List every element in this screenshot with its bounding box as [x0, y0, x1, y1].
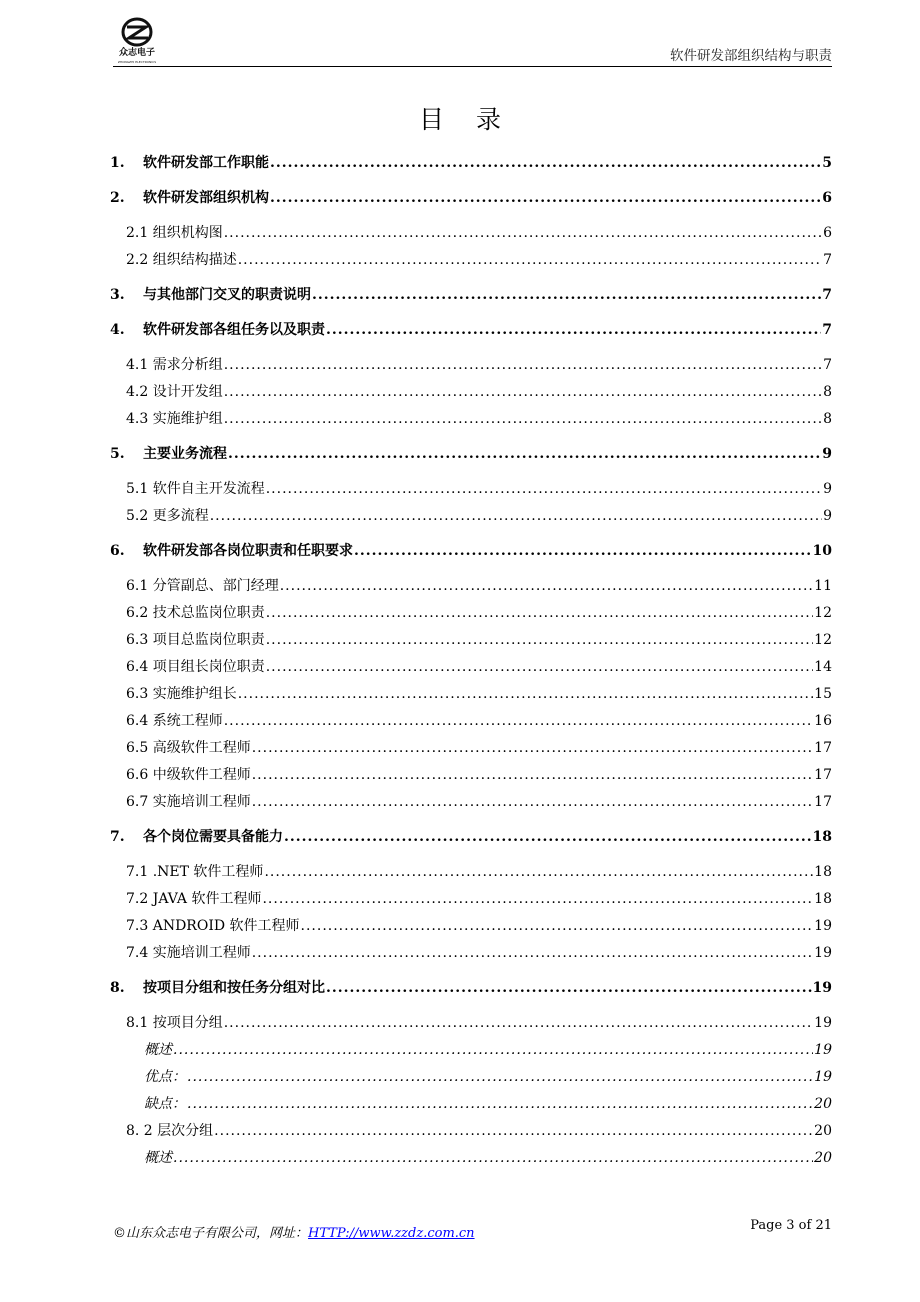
toc-entry[interactable]	[110, 220, 832, 247]
toc-leader-dots	[266, 654, 813, 681]
toc-entry-title: 概述	[144, 1150, 172, 1166]
toc-entry-page: 19	[814, 1015, 832, 1031]
toc-entry-page: 6	[823, 225, 832, 241]
toc-entry-page: 16	[814, 713, 832, 729]
toc-leader-dots	[238, 681, 813, 708]
toc-entry-page: 15	[814, 686, 832, 702]
toc-entry-title: 7.3 ANDROID 软件工程师	[126, 918, 300, 934]
toc-entry-title: 主要业务流程	[143, 446, 227, 462]
toc-entry-number: 2.	[110, 190, 125, 206]
toc-entry[interactable]	[110, 282, 832, 309]
toc-leader-dots	[252, 735, 813, 762]
toc-entry-title: 4.1 需求分析组	[126, 357, 223, 373]
footer-company	[113, 1222, 475, 1241]
toc-entry[interactable]	[110, 600, 832, 627]
toc-entry[interactable]	[110, 441, 832, 468]
toc-entry-page: 19	[814, 1069, 832, 1085]
toc-entry-page: 20	[814, 1150, 832, 1166]
toc-leader-dots	[224, 708, 813, 735]
toc-leader-dots	[224, 352, 822, 379]
toc-entry-page: 7	[823, 252, 832, 268]
toc-entry[interactable]	[110, 762, 832, 789]
toc-leader-dots	[280, 573, 813, 600]
toc-entry-number: 8.	[110, 980, 125, 996]
toc-entry-page: 9	[823, 481, 832, 497]
toc-leader-dots	[284, 824, 812, 851]
header-title: 软件研发部组织结构与职责	[670, 48, 832, 64]
toc-entry-title: 软件研发部组织机构	[143, 190, 269, 206]
toc-entry-page: 19	[814, 918, 832, 934]
toc-entry-page: 8	[823, 384, 832, 400]
toc-entry-title: 软件研发部各岗位职责和任职要求	[143, 543, 353, 559]
toc-entry-title: 与其他部门交叉的职责说明	[143, 287, 311, 303]
toc-entry-page: 19	[814, 945, 832, 961]
toc-entry-title: 6.2 技术总监岗位职责	[126, 605, 265, 621]
toc-leader-dots	[173, 1145, 813, 1172]
toc-entry-title: 缺点：	[144, 1096, 186, 1112]
toc-entry-title: 2.1 组织机构图	[126, 225, 223, 241]
toc-entry-title: 概述	[144, 1042, 172, 1058]
toc-entry[interactable]	[110, 538, 832, 565]
toc-entry-title: 软件研发部工作职能	[143, 155, 269, 171]
toc-entry-number: 4.	[110, 322, 125, 338]
toc-entry-title: 7.1 .NET 软件工程师	[126, 864, 264, 880]
toc-entry[interactable]	[110, 824, 832, 851]
toc-entry-title: 6.3 项目总监岗位职责	[126, 632, 265, 648]
toc-entry[interactable]	[110, 1010, 832, 1037]
footer-company-text: ©山东众志电子有限公司，网址：	[113, 1226, 309, 1241]
toc-entry-page: 19	[814, 1042, 832, 1058]
toc-leader-dots	[270, 185, 821, 212]
toc-leader-dots	[252, 762, 813, 789]
toc-entry-page: 7	[823, 357, 832, 373]
toc-entry[interactable]	[110, 247, 832, 274]
toc-entry-page: 9	[823, 508, 832, 524]
toc-entry-title: 4.3 实施维护组	[126, 411, 223, 427]
toc-entry-title: 各个岗位需要具备能力	[143, 829, 283, 845]
toc-leader-dots	[187, 1064, 813, 1091]
toc-entry[interactable]	[110, 735, 832, 762]
toc-entry-page: 20	[814, 1096, 832, 1112]
toc-leader-dots	[173, 1037, 813, 1064]
toc-entry[interactable]	[110, 975, 832, 1002]
toc-entry-title: 2.2 组织结构描述	[126, 252, 237, 268]
toc-leader-dots	[187, 1091, 813, 1118]
toc-entry[interactable]	[110, 859, 832, 886]
toc-entry[interactable]	[110, 886, 832, 913]
footer-page-number: Page 3 of 21	[750, 1218, 832, 1233]
toc-entry[interactable]	[110, 503, 832, 530]
toc-entry-title: 6.6 中级软件工程师	[126, 767, 251, 783]
toc-entry[interactable]	[110, 573, 832, 600]
toc-entry-title: 6.4 项目组长岗位职责	[126, 659, 265, 675]
toc-entry-title: 6.1 分管副总、部门经理	[126, 578, 279, 594]
toc-entry[interactable]	[110, 1118, 832, 1145]
toc-entry-page: 18	[814, 891, 832, 907]
toc-entry[interactable]	[110, 681, 832, 708]
toc-leader-dots	[266, 627, 813, 654]
toc-leader-dots	[266, 476, 822, 503]
toc-entry-title: 6.4 系统工程师	[126, 713, 223, 729]
toc-entry-title: 按项目分组和按任务分组对比	[143, 980, 325, 996]
toc-entry-title: 5.2 更多流程	[126, 508, 209, 524]
toc-entry[interactable]	[110, 627, 832, 654]
toc-leader-dots	[224, 1010, 813, 1037]
toc-entry-title: 6.5 高级软件工程师	[126, 740, 251, 756]
toc-leader-dots	[354, 538, 812, 565]
toc-entry-page: 14	[814, 659, 832, 675]
toc-leader-dots	[326, 975, 812, 1002]
toc-entry-number: 7.	[110, 829, 125, 845]
toc-leader-dots	[228, 441, 821, 468]
toc-leader-dots	[266, 600, 813, 627]
toc-entry-page: 17	[814, 767, 832, 783]
toc-entry-page: 11	[814, 578, 832, 594]
toc-entry[interactable]	[110, 1064, 832, 1091]
toc-entry[interactable]	[110, 1145, 832, 1172]
toc-entry[interactable]	[110, 1091, 832, 1118]
toc-entry-page: 18	[812, 829, 832, 845]
toc-entry-title: 6.3 实施维护组长	[126, 686, 237, 702]
toc-entry[interactable]	[110, 789, 832, 816]
toc-leader-dots	[301, 913, 814, 940]
toc-entry[interactable]	[110, 150, 832, 177]
toc-entry-title: 4.2 设计开发组	[126, 384, 223, 400]
toc-entry-title: 6.7 实施培训工程师	[126, 794, 251, 810]
toc-entry[interactable]	[110, 708, 832, 735]
toc-entry-page: 20	[814, 1123, 832, 1139]
toc-entry[interactable]	[110, 406, 832, 433]
logo-subtext: ZHONGZHI ELECTRONICS	[117, 60, 157, 64]
footer-url-link[interactable]: HTTP://www.zzdz.com.cn	[308, 1226, 475, 1241]
toc-entry-page: 9	[822, 446, 832, 462]
toc-entry[interactable]	[110, 654, 832, 681]
toc-leader-dots	[224, 379, 822, 406]
logo-text: 众志电子	[118, 48, 156, 58]
toc-entry-page: 12	[814, 632, 832, 648]
toc-entry-number: 1.	[110, 155, 125, 171]
toc-entry-title: 软件研发部各组任务以及职责	[143, 322, 325, 338]
toc-leader-dots	[210, 503, 822, 530]
toc-entry[interactable]	[110, 185, 832, 212]
toc-entry[interactable]	[110, 940, 832, 967]
toc-entry-title: 7.2 JAVA 软件工程师	[126, 891, 262, 907]
toc-entry-number: 5.	[110, 446, 125, 462]
company-logo	[113, 15, 161, 65]
toc-entry-page: 17	[814, 740, 832, 756]
toc-entry-title: 7.4 实施培训工程师	[126, 945, 251, 961]
toc-leader-dots	[214, 1118, 813, 1145]
toc-entry[interactable]	[110, 913, 832, 940]
toc-entry[interactable]	[110, 352, 832, 379]
toc-entry[interactable]	[110, 476, 832, 503]
toc-title: 目 录	[419, 105, 513, 134]
toc-leader-dots	[326, 317, 821, 344]
toc-entry-page: 7	[822, 287, 832, 303]
header-rule	[113, 66, 832, 67]
toc-leader-dots	[238, 247, 822, 274]
toc-entry-page: 12	[814, 605, 832, 621]
toc-entry-title: 优点：	[144, 1069, 186, 1085]
toc-entry-page: 18	[814, 864, 832, 880]
toc-entry-title: 5.1 软件自主开发流程	[126, 481, 265, 497]
toc-leader-dots	[262, 886, 813, 913]
toc-leader-dots	[252, 789, 813, 816]
toc-entry-number: 3.	[110, 287, 125, 303]
toc-entry-page: 17	[814, 794, 832, 810]
toc-entry-page: 6	[822, 190, 832, 206]
toc-entry[interactable]	[110, 1037, 832, 1064]
toc-leader-dots	[312, 282, 821, 309]
toc-entry[interactable]	[110, 317, 832, 344]
toc-entry-page: 5	[822, 155, 832, 171]
toc-leader-dots	[270, 150, 821, 177]
toc-leader-dots	[224, 406, 822, 433]
table-of-contents	[110, 150, 832, 1172]
toc-entry-number: 6.	[110, 543, 125, 559]
toc-entry-page: 19	[812, 980, 832, 996]
toc-entry-title: 8. 2 层次分组	[126, 1123, 214, 1139]
toc-leader-dots	[252, 940, 813, 967]
toc-entry-page: 7	[822, 322, 832, 338]
toc-leader-dots	[264, 859, 813, 886]
toc-entry-title: 8.1 按项目分组	[126, 1015, 223, 1031]
toc-leader-dots	[224, 220, 822, 247]
toc-entry-page: 10	[812, 543, 832, 559]
toc-entry[interactable]	[110, 379, 832, 406]
toc-entry-page: 8	[823, 411, 832, 427]
